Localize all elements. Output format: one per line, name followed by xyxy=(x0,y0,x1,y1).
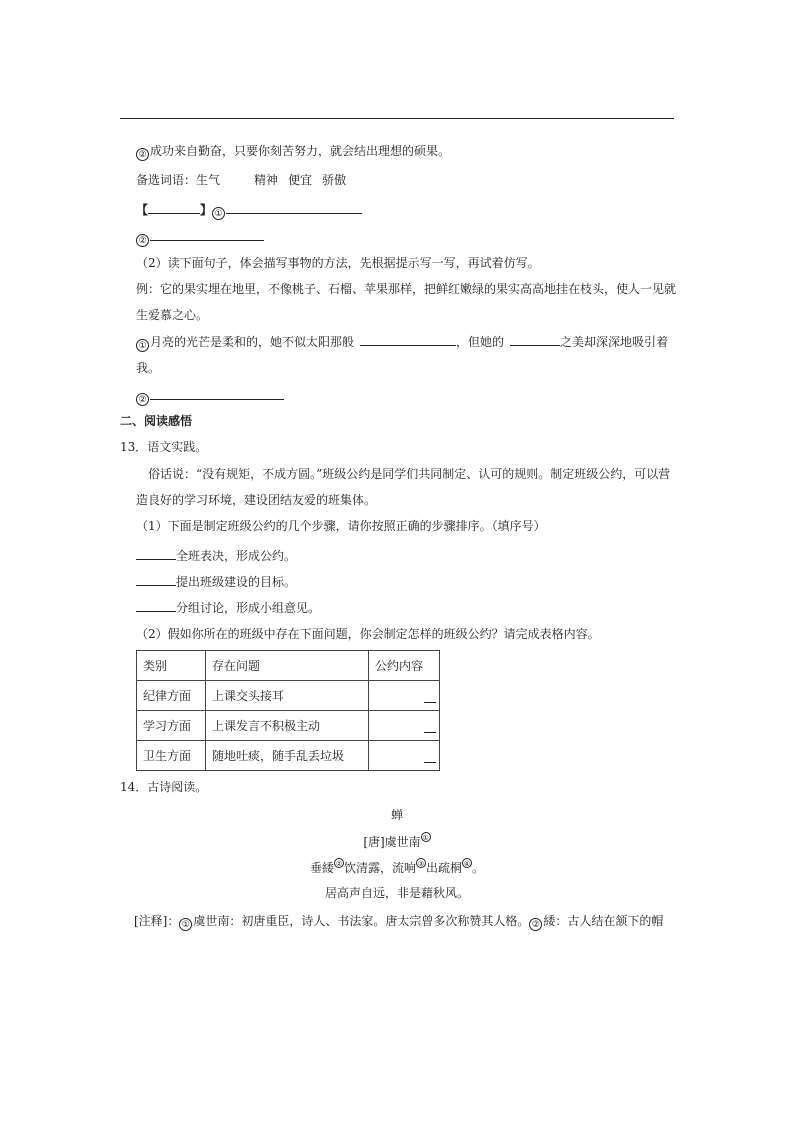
q13-intro-line-2: 造良好的学习环境，建设团结友爱的班集体。 xyxy=(136,493,377,507)
moon-text-b: ，但她的 xyxy=(456,335,505,349)
example-line-2: 生爱慕之心。 xyxy=(136,308,209,322)
answer-blank[interactable] xyxy=(148,200,200,214)
problem-cell: 上课发言不积极主动 xyxy=(206,711,369,741)
q13-title: 13．语文实践。 xyxy=(120,440,208,454)
moon-sentence-line2: 我。 xyxy=(136,361,161,375)
note-marker: ④ xyxy=(463,860,471,868)
author-name: [唐]虞世南 xyxy=(363,835,421,849)
poem-text: 垂緌 xyxy=(309,861,334,875)
bracket-open: 【 xyxy=(136,203,149,217)
table-row xyxy=(137,681,440,711)
step-blank[interactable] xyxy=(136,546,176,560)
poem-title: 蝉 xyxy=(390,808,403,822)
note-marker: ① xyxy=(422,834,429,842)
step-text: 全班表决，形成公约。 xyxy=(176,549,297,563)
step-text: 分组讨论，形成小组意见。 xyxy=(176,601,321,615)
q13-part1-title: （1）下面是制定班级公约的几个步骤，请你按照正确的步骤排序。（填序号） xyxy=(136,519,546,533)
table-row xyxy=(137,711,440,741)
circled-number: ② xyxy=(136,148,149,161)
moon-sentence xyxy=(136,332,668,352)
bracket-close: 】 xyxy=(200,203,213,217)
step-item xyxy=(136,572,296,591)
answer-blank[interactable] xyxy=(226,200,362,214)
q12-part2-title: （2）读下面句子，体会描写事物的方法，先根据提示写一写，再试着仿写。 xyxy=(136,256,540,270)
poem-notes xyxy=(134,912,663,931)
poem-author xyxy=(120,832,674,851)
poem-text: 饮清露，流响 xyxy=(343,861,416,875)
rule-answer-cell[interactable] xyxy=(369,711,440,741)
poem-line-1 xyxy=(120,858,674,877)
poem-text: 。 xyxy=(472,861,485,875)
word-options xyxy=(136,171,346,189)
option-word: 生气 xyxy=(196,173,221,187)
note-marker: ③ xyxy=(417,860,425,868)
note-text: 緌：古人结在颔下的帽 xyxy=(543,914,664,928)
poem-line-2: 居高声自远，非是藉秋风。 xyxy=(324,886,469,900)
circled-number: ① xyxy=(179,918,192,931)
answer-blank[interactable] xyxy=(424,762,436,763)
note-text: 虞世南：初唐重臣，诗人、书法家。唐太宗曾多次称赞其人格。 xyxy=(193,914,530,928)
answer-blank[interactable] xyxy=(510,332,560,346)
category-cell: 卫生方面 xyxy=(137,741,206,771)
options-label: 备选词语： xyxy=(136,173,197,187)
category-cell: 学习方面 xyxy=(137,711,206,741)
moon-text-c: 之美却深深地吸引着 xyxy=(560,335,669,349)
moon-text-a: 月亮的光芒是柔和的，她不似太阳那般 xyxy=(150,335,355,349)
circled-number: ① xyxy=(136,339,149,352)
answer-line-2 xyxy=(136,227,264,247)
step-item xyxy=(136,598,320,617)
answer-line-1 xyxy=(136,200,362,220)
answer-blank[interactable] xyxy=(150,386,284,400)
class-rules-table xyxy=(136,650,440,771)
circled-number: ② xyxy=(136,234,149,247)
header-cell: 类别 xyxy=(137,651,206,681)
circled-number: ② xyxy=(529,918,542,931)
option-word: 精神 xyxy=(254,173,279,187)
answer-blank[interactable] xyxy=(150,227,264,241)
problem-cell: 随地吐痰，随手乱丢垃圾 xyxy=(206,741,369,771)
category-cell: 纪律方面 xyxy=(137,681,206,711)
section-title: 二、阅读感悟 xyxy=(120,414,193,428)
option-word: 骄傲 xyxy=(322,173,347,187)
poem-text: 出疏桐 xyxy=(426,861,463,875)
step-item xyxy=(136,546,296,565)
q14-title: 14．古诗阅读。 xyxy=(120,780,208,794)
sentence-text: 成功来自勤奋，只要你刻苦努力，就会结出理想的硕果。 xyxy=(150,144,451,158)
table-header-row xyxy=(137,651,440,681)
option-word: 便宜 xyxy=(288,173,313,187)
note-marker: ② xyxy=(335,860,343,868)
q13-part2-title: （2）假如你所在的班级中存在下面问题，你会制定怎样的班级公约？请完成表格内容。 xyxy=(136,627,600,641)
example-line-1: 例：它的果实埋在地里，不像桃子、石榴、苹果那样，把鲜红嫩绿的果实高高地挂在枝头，使人一见就 xyxy=(136,282,677,296)
rule-answer-cell[interactable] xyxy=(369,741,440,771)
answer-blank[interactable] xyxy=(424,732,436,733)
problem-cell: 上课交头接耳 xyxy=(206,681,369,711)
header-rule xyxy=(120,118,674,119)
answer-blank[interactable] xyxy=(360,332,456,346)
circled-number: ① xyxy=(212,207,225,220)
step-text: 提出班级建设的目标。 xyxy=(176,575,297,589)
circled-number: ② xyxy=(136,393,149,406)
notes-label: [注释]： xyxy=(134,914,180,928)
q12-sentence-2 xyxy=(136,142,450,161)
answer-blank[interactable] xyxy=(424,702,436,703)
header-cell: 公约内容 xyxy=(369,651,440,681)
step-blank[interactable] xyxy=(136,572,176,586)
header-cell: 存在问题 xyxy=(206,651,369,681)
rule-answer-cell[interactable] xyxy=(369,681,440,711)
step-blank[interactable] xyxy=(136,598,176,612)
q13-intro-line-1: 俗话说：“没有规矩，不成方圆。”班级公约是同学们共同制定、认可的规则。制定班级公约，可以营 xyxy=(148,467,671,481)
answer-line-3 xyxy=(136,386,284,406)
table-row xyxy=(137,741,440,771)
